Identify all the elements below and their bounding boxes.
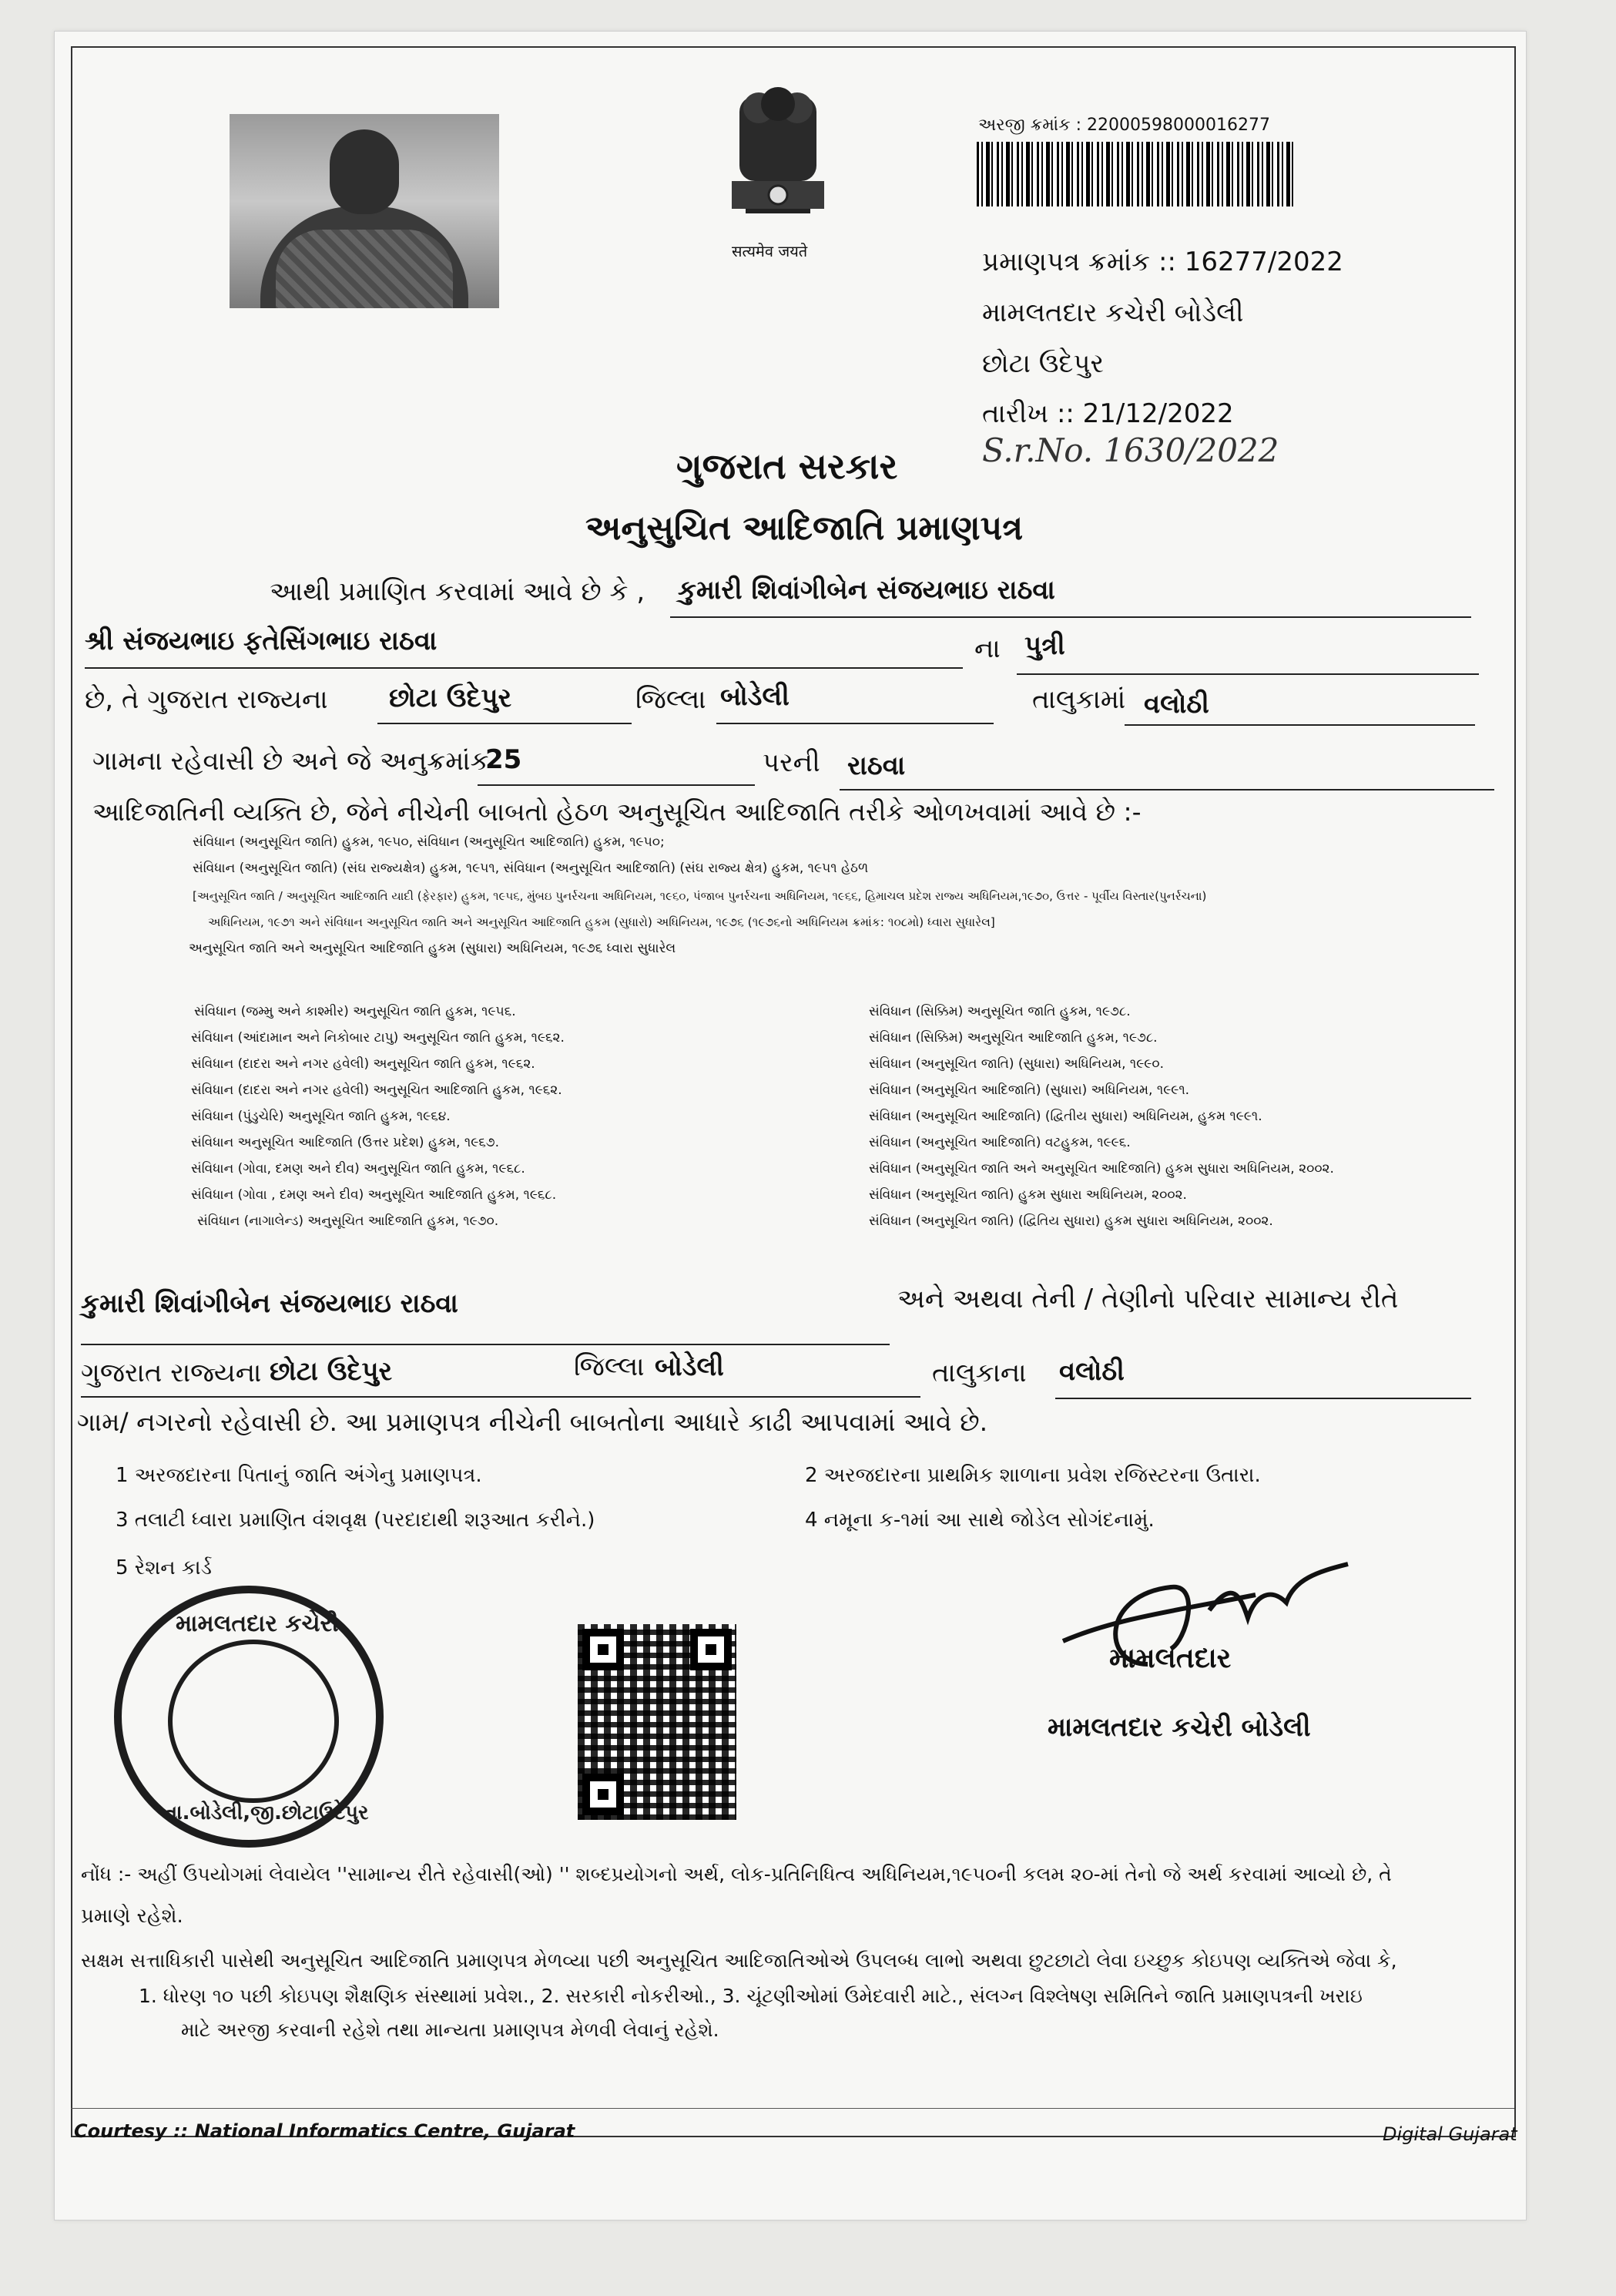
applicant-name-2: કુમારી શિવાંગીબેન સંજયભાઇ રાઠવા [81,1288,458,1319]
footer-courtesy: Courtesy :: National Informatics Centre, Gujarat [74,2120,575,2142]
tribe-name: રાઠવા [847,750,906,781]
village-name: વલોઠી [1144,689,1209,720]
note-benefits: સક્ષમ સત્તાધિકારી પાસેથી અનુસૂચિત આદિજાતિ પ્રમાણપત્ર મેળવ્યા પછી અનુસૂચિત આદિજાતિઓએ ઉપલબ્ધ લાભો અથવા છુટછાટો લેવા ઇચ્છુક કોઇપણ વ્યક્તિએ જેવા કે, [81,1949,1397,1972]
document-item-1: 1 અરજદારના પિતાનું જાતિ અંગેનુ પ્રમાણપત્ર. [116,1464,482,1487]
order-left-1: સંવિધાન (જમ્મુ અને કાશ્મીર) અનુસૂચિત જાતિ હુકમ, ૧૯૫૬. [194,1004,516,1019]
signatory-title: મામલતદાર [1109,1643,1232,1674]
order-line-3: [અનુસૂચિત જાતિ / અનુસૂચિત આદિજાતિ યાદી (ફેરફાર) હુકમ, ૧૯૫૬, મુંબઇ પુનર્રચના અધિનિયમ, ૧૯૬૦, પંજાબ પુનર્રચના અધિનિયમ, ૧૯૬૬, હિમાચલ પ્રદેશ રાજ્ય અધિનિયમ,૧૯૭૦, ઉત્તર - પૂર્વીય વિસ્તાર(પુનર્રચના) [193,889,1207,903]
na-label: ના [974,633,1001,664]
issue-date: તારીખ :: 21/12/2022 [982,398,1234,429]
order-right-1: સંવિધાન (સિક્કિમ) અનુસૂચિત જાતિ હુકમ, ૧૯૭૮. [869,1004,1131,1019]
order-right-9: સંવિધાન (અનુસૂચિત જાતિ) (દ્વિતિય સુધારા) હુકમ સુધારા અધિનિયમ, ૨૦૦૨. [869,1213,1273,1229]
order-right-6: સંવિધાન (અનુસૂચિત આદિજાતિ) વટહુકમ, ૧૯૯૬. [869,1135,1131,1150]
taluka-label-2: તાલુકાના [932,1358,1027,1388]
certificate-number: પ્રમાણપત્ર ક્રમાંક :: 16277/2022 [982,247,1343,277]
document-item-4: 4 નમૂના ક-૧માં આ સાથે જોડેલ સોગંદનામું. [805,1509,1155,1532]
order-right-2: સંવિધાન (સિક્કિમ) અનુસૂચિત આદિજાતિ હુકમ, ૧૯૭૮. [869,1030,1158,1046]
government-title: ગુજરાત સરકાર [676,445,898,487]
district-label-2: જિલ્લા [574,1351,645,1382]
relation: પુત્રી [1024,630,1065,661]
note-residence-end: પ્રમાણે રહેશે. [81,1905,183,1928]
order-right-3: સંવિધાન (અનુસૂચિત જાતિ) (સુધારા) અધિનિયમ, ૧૯૯૦. [869,1056,1164,1072]
issuing-district: છોટા ઉદેપુર [982,348,1105,379]
order-left-3: સંવિધાન (દાદરા અને નગર હવેલી) અનુસૂચિત જાતિ હુકમ, ૧૯૬૨. [191,1056,535,1072]
note-residence: નોંધ :- અહીં ઉપયોગમાં લેવાયેલ ''સામાન્ય રીતે રહેવાસી(ઓ) '' શબ્દપ્રયોગનો અર્થ, લોક-પ્રતિનિધિત્વ અધિનિયમ,૧૯૫૦ની કલમ ૨૦-માં તેનો જે અર્થ કરવામાં આવ્યો છે, તે [81,1863,1392,1885]
order-line-1: સંવિધાન (અનુસૂચિત જાતિ) હુકમ, ૧૯૫૦, સંવિધાન (અનુસૂચિત આદિજાતિ) હુકમ, ૧૯૫૦; [193,834,665,850]
state-prefix: છે, તે ગુજરાત રાજ્યના [85,684,328,715]
order-right-8: સંવિધાન (અનુસૂચિત જાતિ) હુકમ સુધારા અધિનિયમ, ૨૦૦૨. [869,1187,1187,1203]
serial-number: 25 [485,744,522,775]
taluka-label: તાલુકામાં [1032,684,1126,715]
applicant-name: કુમારી શિવાંગીબેન સંજયભાઇ રાઠવા [678,575,1055,606]
family-residence-text: અને અથવા તેની / તેણીનો પરિવાર સામાન્ય રીતે [897,1284,1399,1314]
document-item-3: 3 તલાટી ધ્વારા પ્રમાણિત વંશવૃક્ષ (પરદાદાથી શરૂઆત કરીને.) [116,1509,595,1532]
order-right-4: સંવિધાન (અનુસૂચિત આદિજાતિ) (સુધારા) અધિનિયમ, ૧૯૯૧. [869,1083,1190,1098]
document-item-5: 5 રેશન કાર્ડ [116,1556,212,1579]
father-name: શ્રી સંજયભાઇ ફતેસિંગભાઇ રાઠવા [85,626,438,656]
village-name-2: વલોઠી [1059,1356,1125,1387]
handwritten-serial-number: S.r.No. 1630/2022 [982,431,1279,469]
order-left-7: સંવિધાન (ગોવા, દમણ અને દીવ) અનુસૂચિત જાતિ હુકમ, ૧૯૬૮. [191,1161,525,1177]
attestation-prefix: આથી પ્રમાણિત કરવામાં આવે છે કે , [270,576,645,607]
emblem-motto: सत्यमेव जयते [732,242,808,260]
order-right-7: સંવિધાન (અનુસૂચિત જાતિ અને અનુસૂચિત આદિજાતિ) હુકમ સુધારા અધિનિયમ, ૨૦૦૨. [869,1161,1334,1177]
note-benefits-end: માટે અરજી કરવાની રહેશે તથા માન્યતા પ્રમાણપત્ર મેળવી લેવાનું રહેશે. [181,2019,719,2041]
footer-brand: Digital Gujarat [1383,2123,1517,2145]
order-line-4: અધિનિયમ, ૧૯૭૧ અને સંવિધાન અનુસૂચિત જાતિ અને અનુસૂચિત આદિજાતિ હુકમ (સુધારો) અધિનિયમ, ૧૯૭૬ (૧૯૭૬નો અધિનિયમ ક્રમાંક: ૧૦૮મો) ધ્વારા સુધારેલ] [208,915,995,929]
district-name: છોટા ઉદેપુર [389,683,512,713]
order-line-5: અનુસૂચિત જાતિ અને અનુસૂચિત આદિજાતિ હુકમ (સુધારા) અધિનિયમ, ૧૯૭૬ ધ્વારા સુધારેલ [189,941,676,956]
certificate-title: અનુસુચિત આદિજાતિ પ્રમાણપત્ર [585,509,1024,548]
order-line-2: સંવિધાન (અનુસૂચિત જાતિ) (સંઘ રાજ્યક્ષેત્ર) હુકમ, ૧૯૫૧, સંવિધાન (અનુસૂચિત આદિજાતિ) (સંઘ રાજ્ય ક્ષેત્ર) હુકમ, ૧૯૫૧ હેઠળ [193,861,869,876]
issue-basis-statement: ગામ/ નગરનો રહેવાસી છે. આ પ્રમાણપત્ર નીચેની બાબતોના આધારે કાઢી આપવામાં આવે છે. [77,1407,988,1437]
serial-prefix: ગામના રહેવાસી છે અને જે અનુક્રમાંક [92,746,489,777]
order-left-6: સંવિધાન અનુસૂચિત આદિજાતિ (ઉત્તર પ્રદેશ) હુકમ, ૧૯૬૭. [191,1135,499,1150]
state-prefix-2: ગુજરાત રાજ્યના [81,1358,262,1388]
document-item-2: 2 અરજદારના પ્રાથમિક શાળાના પ્રવેશ રજિસ્ટરના ઉતારા. [805,1464,1261,1487]
applicant-photo [230,114,499,308]
order-left-8: સંવિધાન (ગોવા , દમણ અને દીવ) અનુસૂચિત આદિજાતિ હુકમ, ૧૯૬૮. [191,1187,557,1203]
district-label: જિલ્લા [635,684,706,715]
order-right-5: સંવિધાન (અનુસૂચિત આદિજાતિ) (દ્વિતીય સુધારા) અધિનિયમ, હુકમ ૧૯૯૧. [869,1109,1262,1124]
order-left-5: સંવિધાન (પુંડુચેરિ) અનુસૂચિત જાતિ હુકમ, ૧૯૬૪. [191,1109,451,1124]
order-left-2: સંવિધાન (આંદામાન અને નિકોબાર ટાપુ) અનુસૂચિત જાતિ હુકમ, ૧૯૬૨. [191,1030,565,1046]
signatory-office: મામલતદાર કચેરી બોડેલી [1048,1712,1311,1743]
issuing-office: મામલતદાર કચેરી બોડેલી [982,297,1244,328]
order-left-4: સંવિધાન (દાદરા અને નગર હવેલી) અનુસૂચિત આદિજાતિ હુકમ, ૧૯૬૨. [191,1083,562,1098]
national-emblem-icon [716,81,840,243]
qr-code [578,1624,736,1820]
taluka-name-2: બોડેલી [655,1351,724,1382]
taluka-name: બોડેલી [720,681,790,712]
district-name-2: છોટા ઉદેપુર [270,1356,393,1387]
parni-label: પરની [763,747,820,778]
order-left-9: સંવિધાન (નાગાલેન્ડ) અનુસૂચિત આદિજાતિ હુકમ, ૧૯૭૦. [197,1213,499,1229]
official-seal-stamp: મામલતદાર કચેરી તા.બોડેલી,જી.છોટાઉદેપુર [114,1586,384,1848]
application-number: અરજી ક્રમાંક : 22000598000016277 [978,116,1271,135]
note-benefits-items: 1. ધોરણ ૧૦ પછી કોઇપણ શૈક્ષણિક સંસ્થામાં પ્રવેશ., 2. સરકારી નોકરીઓ., 3. ચૂંટણીઓમાં ઉમેદવારી માટે., સંલગ્ન વિશ્લેષણ સમિતિને જાતિ પ્રમાણપત્રની ખરાઇ [139,1985,1363,2007]
recognition-statement: આદિજાતિની વ્યક્તિ છે, જેને નીચેની બાબતો હેઠળ અનુસૂચિત આદિજાતિ તરીકે ઓળખવામાં આવે છે :- [92,797,1142,827]
barcode [977,142,1294,206]
